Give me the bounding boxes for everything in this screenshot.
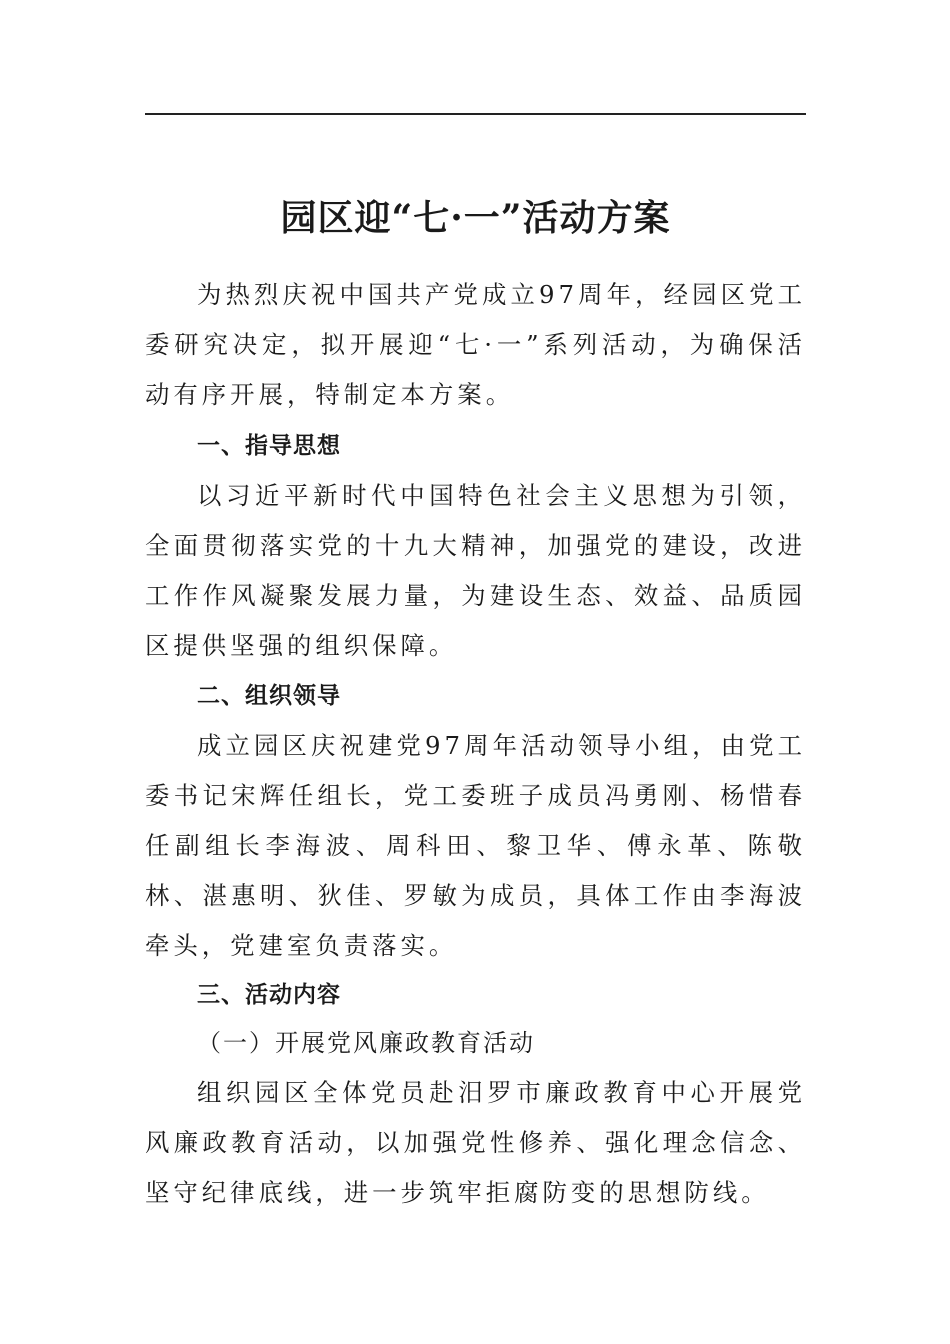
section-body-guiding-thought: 以习近平新时代中国特色社会主义思想为引领，全面贯彻落实党的十九大精神，加强党的建设，改进工作作风凝聚发展力量，为建设生态、效益、品质园区提供坚强的组织保障。 <box>145 481 806 660</box>
section-heading-activities: 三、活动内容 <box>197 982 341 1008</box>
section-heading-organization: 二、组织领导 <box>197 683 341 709</box>
header-rule <box>145 113 806 115</box>
section-body-organization: 成立园区庆祝建党97周年活动领导小组，由党工委书记宋辉任组长，党工委班子成员冯勇刚、杨惜春任副组长李海波、周科田、黎卫华、傅永革、陈敬林、湛惠明、狄佳、罗敏为成员，具体工作由李海波牵头，党建室负责落实。 <box>145 731 806 960</box>
intro-paragraph: 为热烈庆祝中国共产党成立97周年，经园区党工委研究决定，拟开展迎“七·一”系列活动，为确保活动有序开展，特制定本方案。 <box>145 280 806 409</box>
subsection-body-integrity-education: 组织园区全体党员赴汨罗市廉政教育中心开展党风廉政教育活动，以加强党性修养、强化理念信念、坚守纪律底线，进一步筑牢拒腐防变的思想防线。 <box>145 1078 806 1207</box>
subsection-heading-integrity-education: （一）开展党风廉政教育活动 <box>197 1029 535 1057</box>
section-heading-guiding-thought: 一、指导思想 <box>197 433 341 459</box>
document-title: 园区迎“七·一”活动方案 <box>280 197 671 240</box>
